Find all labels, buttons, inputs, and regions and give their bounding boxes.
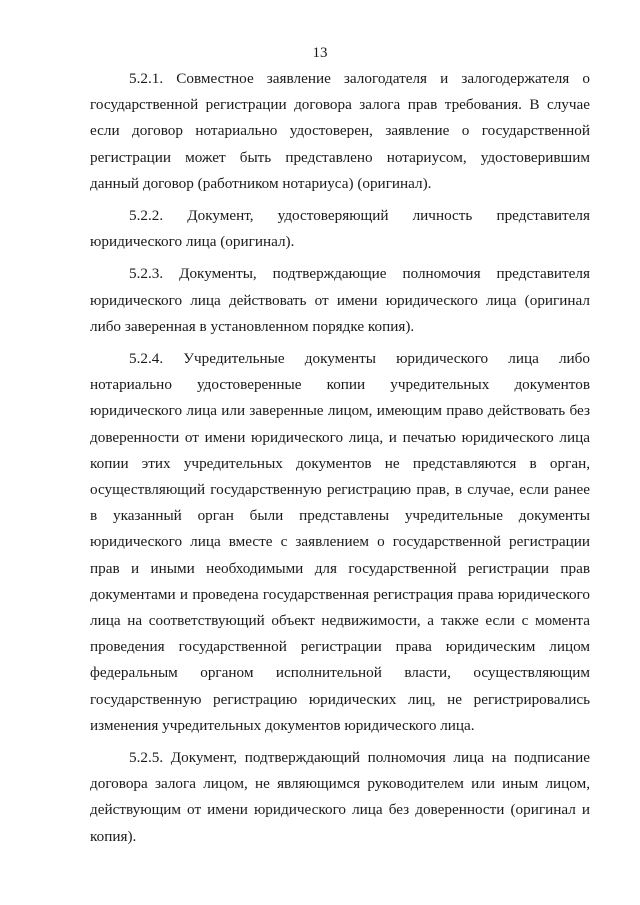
paragraph-5-2-1: 5.2.1. Совместное заявление залогодателя и залогодержателя о государственной регистрации договора залога прав требования. В случае если договор нотариально удостоверен, заявление о государственной регистрации может быть представлено нотариусом, удостоверившим данный договор (работником нотариуса) (оригинал). xyxy=(90,70,590,192)
page-number: 13 xyxy=(312,45,328,61)
paragraph-5-2-4: 5.2.4. Учредительные документы юридического лица либо нотариально удостоверенные копии учредительных документов юридического лица или заверенные лицом, имеющим право действовать без доверенности от имени юридического лица, и печатью юридического лица копии этих учредительных документов не представляются в орган, осуществляющий государственную регистрацию прав, в случае, если ранее в указанный орган были представлены учредительные документы юридического лица вместе с заявлением о государственной регистрации прав и иными необходимыми для государственной регистрации прав документами и проведена государственная регистрация права юридического лица на соответствующий объект недвижимости, а также если с момента проведения государственной регистрации права юридическим лицом федеральным органом исполнительной власти, осуществляющим государственную регистрацию юридических лиц, не регистрировались изменения учредительных документов юридического лица. xyxy=(90,350,590,734)
document-body xyxy=(90,66,590,856)
paragraph-5-2-3: 5.2.3. Документы, подтверждающие полномочия представителя юридического лица действовать от имени юридического лица (оригинал либо заверенная в установленном порядке копия). xyxy=(90,265,590,335)
paragraph-5-2-5: 5.2.5. Документ, подтверждающий полномочия лица на подписание договора залога лицом, не являющимся руководителем или иным лицом, действующим от имени юридического лица без доверенности (оригинал и копия). xyxy=(90,749,590,845)
paragraph-5-2-2: 5.2.2. Документ, удостоверяющий личность представителя юридического лица (оригинал). xyxy=(90,207,590,251)
